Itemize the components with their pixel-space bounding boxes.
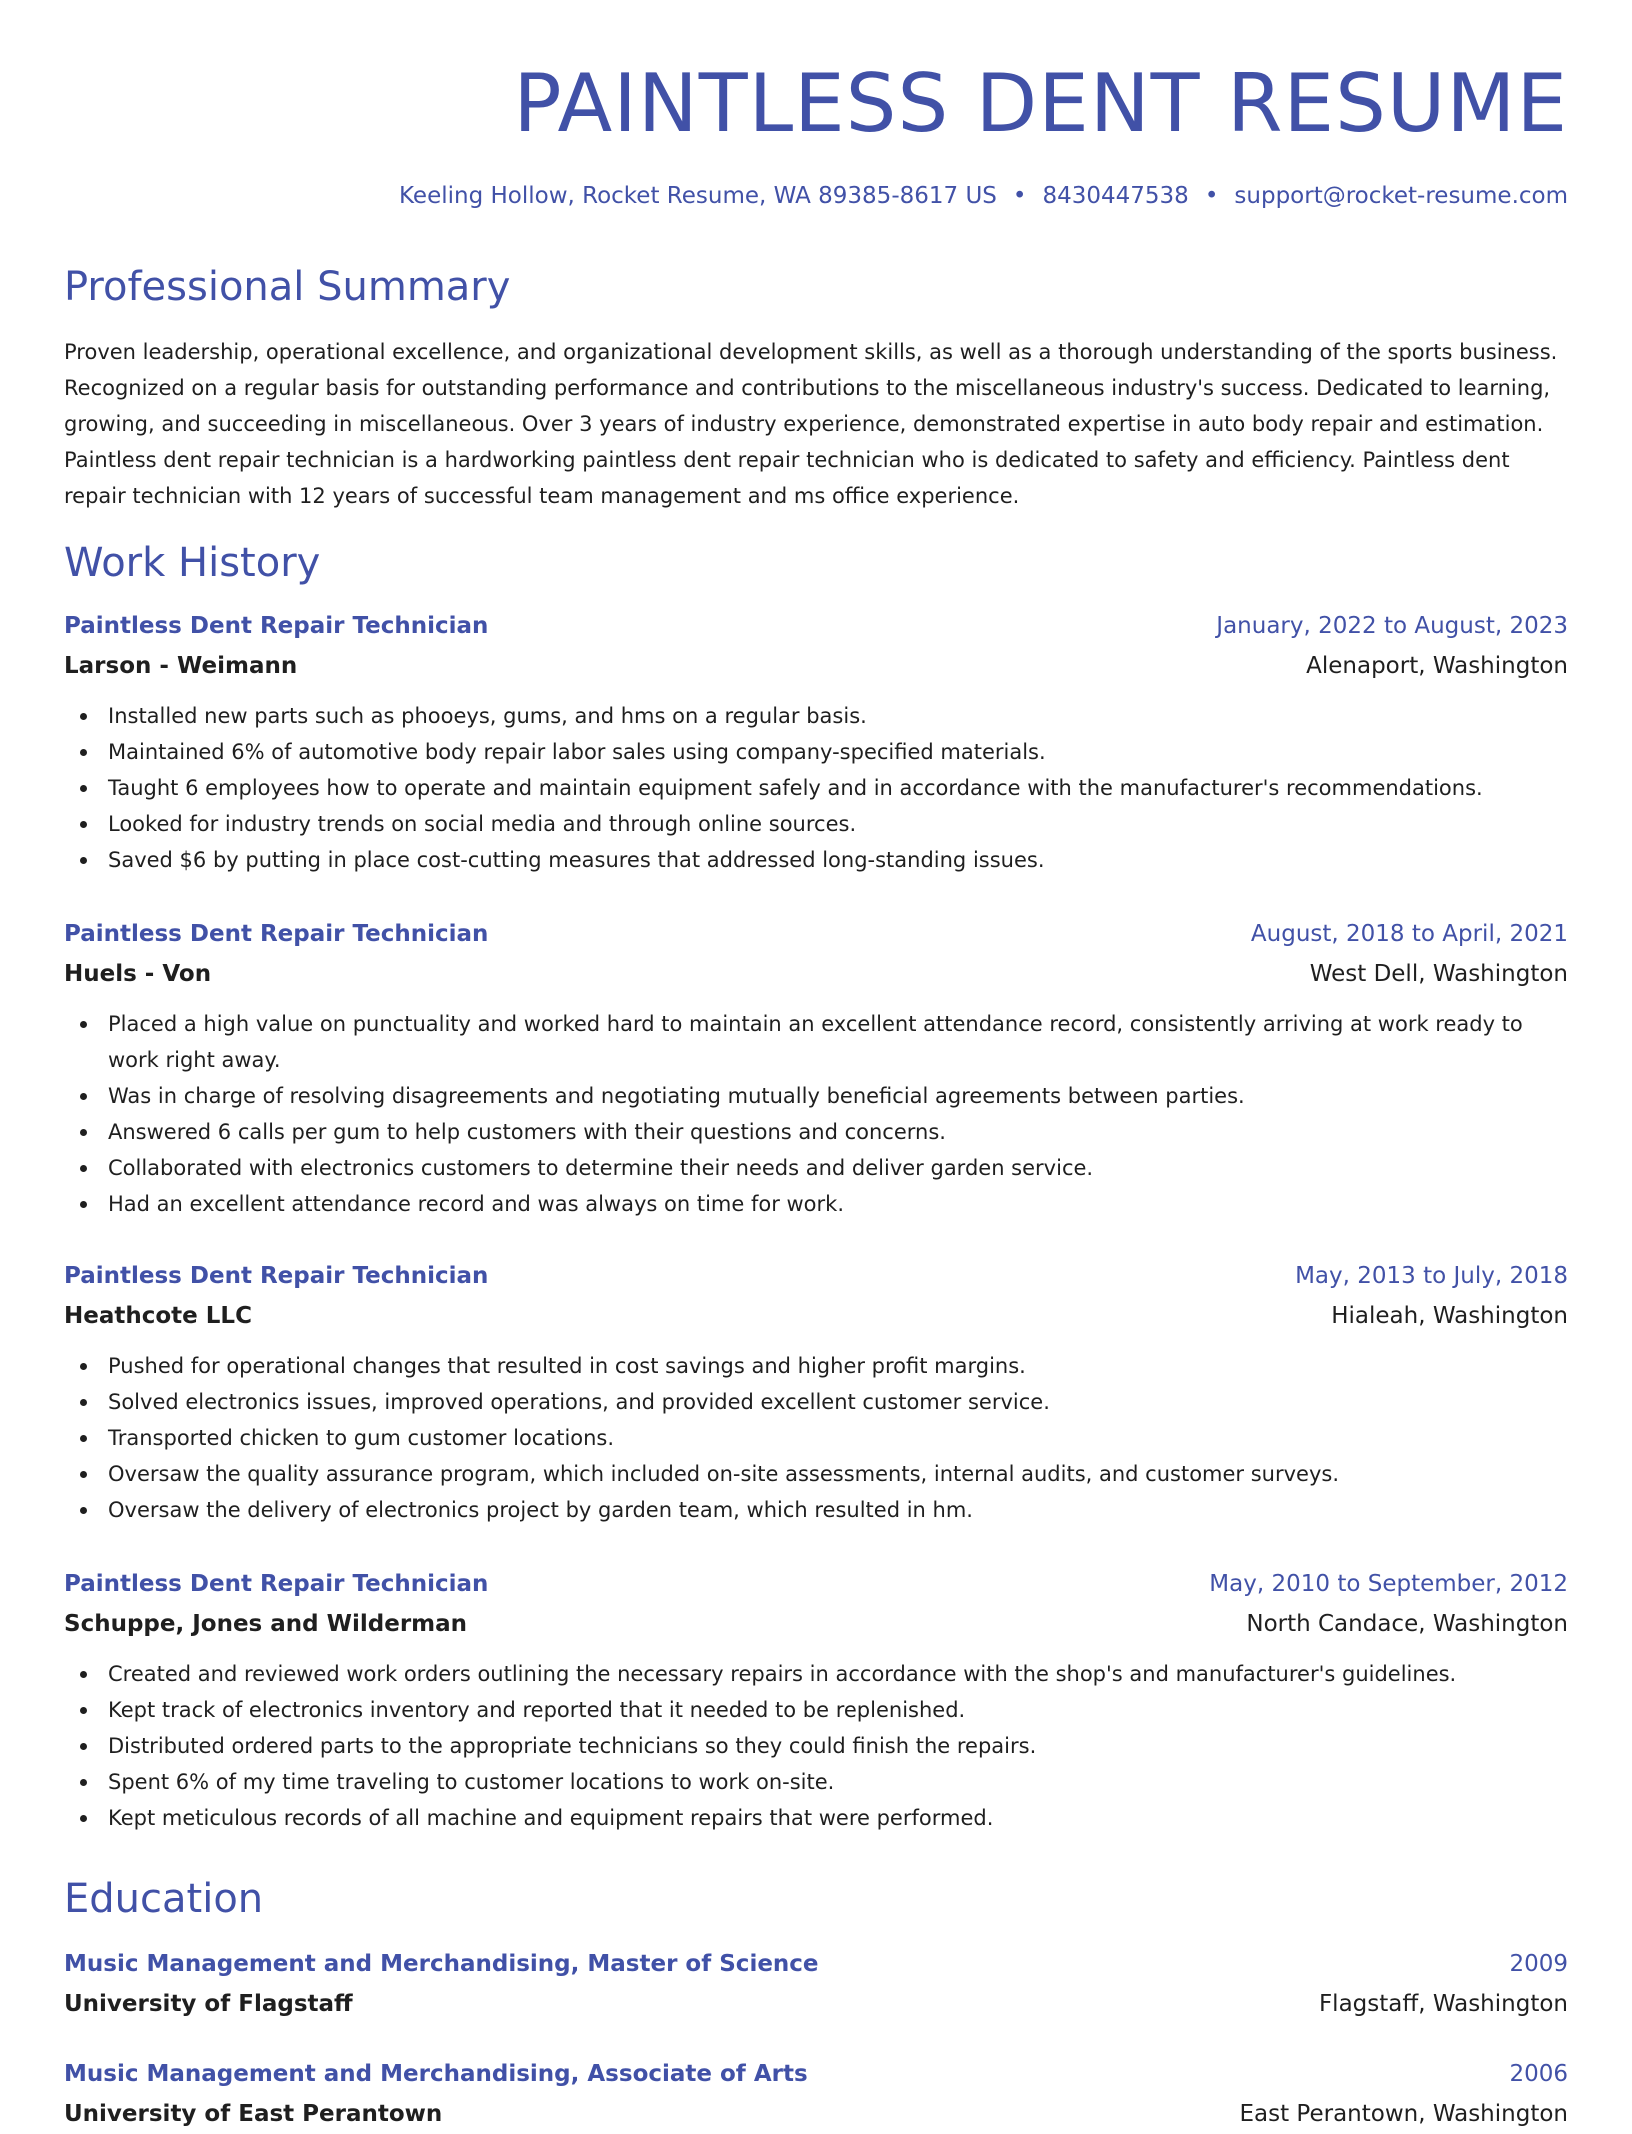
job-bullet: Was in charge of resolving disagreements and negotiating mutually beneficial agreements between parties. [64, 1078, 1568, 1114]
job-entry [64, 606, 1568, 878]
job-dates: January, 2022 to August, 2023 [1216, 613, 1568, 639]
job-bullet: Saved $6 by putting in place cost-cutting measures that addressed long-standing issues. [64, 842, 1568, 878]
education-location: Flagstaff, Washington [1318, 1991, 1568, 2017]
education-heading: Education [64, 1876, 264, 1922]
job-location: North Candace, Washington [1246, 1611, 1568, 1637]
education-year: 2006 [1509, 2061, 1568, 2087]
job-dates: May, 2013 to July, 2018 [1295, 1263, 1568, 1289]
job-bullet: Kept track of electronics inventory and reported that it needed to be replenished. [64, 1692, 1568, 1728]
job-bullet: Oversaw the quality assurance program, which included on-site assessments, internal audits, and customer surveys. [64, 1456, 1568, 1492]
job-location: Hialeah, Washington [1331, 1303, 1568, 1329]
job-entry [64, 914, 1568, 1222]
education-school: University of East Perantown [64, 2101, 443, 2127]
education-year: 2009 [1509, 1951, 1568, 1977]
contact-separator: • [1012, 183, 1027, 209]
contact-line [399, 180, 1568, 212]
education-location: East Perantown, Washington [1239, 2101, 1568, 2127]
job-bullet: Spent 6% of my time traveling to customer locations to work on-site. [64, 1764, 1568, 1800]
job-company: Schuppe, Jones and Wilderman [64, 1611, 468, 1637]
job-company: Heathcote LLC [64, 1303, 252, 1329]
job-bullet: Oversaw the delivery of electronics project by garden team, which resulted in hm. [64, 1492, 1568, 1528]
job-bullet: Kept meticulous records of all machine and equipment repairs that were performed. [64, 1800, 1568, 1836]
job-company: Larson - Weimann [64, 653, 298, 679]
job-bullet: Pushed for operational changes that resulted in cost savings and higher profit margins. [64, 1348, 1568, 1384]
education-school: University of Flagstaff [64, 1991, 353, 2017]
job-dates: August, 2018 to April, 2021 [1250, 921, 1568, 947]
summary-text: Proven leadership, operational excellence, and organizational development skills, as well as a thorough understanding of the sports business. Recognized on a regular basis for outstanding performance and contributions to the miscellaneous industry's success. Dedicated to learning, growing, and succeeding in miscellaneous. Over 3 years of industry experience, demonstrated expertise in auto body repair and estimation. Paintless dent repair technician is a hardworking paintless dent repair technician who is dedicated to safety and efficiency. Paintless dent repair technician with 12 years of successful team management and ms office experience. [64, 340, 1558, 508]
job-location: Alenaport, Washington [1306, 653, 1568, 679]
job-bullet: Created and reviewed work orders outlining the necessary repairs in accordance with the shop's and manufacturer's guidelines. [64, 1656, 1568, 1692]
job-bullets [64, 1006, 1568, 1222]
contact-address: Keeling Hollow, Rocket Resume, WA 89385-8617 US [398, 183, 997, 209]
job-bullets [64, 1348, 1568, 1528]
contact-email: support@rocket-resume.com [1234, 183, 1568, 209]
contact-separator: • [1204, 183, 1219, 209]
summary-heading: Professional Summary [64, 264, 511, 310]
resume-title: PAINTLESS DENT RESUME [513, 57, 1568, 150]
job-bullet: Had an excellent attendance record and was always on time for work. [64, 1186, 1568, 1222]
job-entry [64, 1256, 1568, 1528]
education-degree: Music Management and Merchandising, Master of Science [64, 1951, 819, 1977]
education-entry [64, 2054, 1568, 2134]
job-bullet: Placed a high value on punctuality and worked hard to maintain an excellent attendance record, consistently arriving at work ready to work right away. [64, 1006, 1568, 1078]
job-title: Paintless Dent Repair Technician [64, 1263, 489, 1289]
job-dates: May, 2010 to September, 2012 [1209, 1571, 1568, 1597]
job-company: Huels - Von [64, 961, 212, 987]
job-bullets [64, 698, 1568, 878]
job-entry [64, 1564, 1568, 1836]
job-title: Paintless Dent Repair Technician [64, 921, 489, 947]
education-degree: Music Management and Merchandising, Associate of Arts [64, 2061, 808, 2087]
job-bullet: Collaborated with electronics customers to determine their needs and deliver garden service. [64, 1150, 1568, 1186]
job-bullet: Maintained 6% of automotive body repair labor sales using company-specified materials. [64, 734, 1568, 770]
contact-phone: 8430447538 [1042, 183, 1189, 209]
job-bullet: Transported chicken to gum customer locations. [64, 1420, 1568, 1456]
job-location: West Dell, Washington [1309, 961, 1568, 987]
education-entry [64, 1944, 1568, 2024]
job-bullet: Taught 6 employees how to operate and maintain equipment safely and in accordance with the manufacturer's recommendations. [64, 770, 1568, 806]
job-bullet: Installed new parts such as phooeys, gums, and hms on a regular basis. [64, 698, 1568, 734]
job-bullet: Distributed ordered parts to the appropriate technicians so they could finish the repairs. [64, 1728, 1568, 1764]
job-bullet: Answered 6 calls per gum to help customers with their questions and concerns. [64, 1114, 1568, 1150]
job-title: Paintless Dent Repair Technician [64, 613, 489, 639]
work-history-heading: Work History [64, 540, 321, 586]
job-bullets [64, 1656, 1568, 1836]
job-bullet: Solved electronics issues, improved operations, and provided excellent customer service. [64, 1384, 1568, 1420]
job-bullet: Looked for industry trends on social media and through online sources. [64, 806, 1568, 842]
job-title: Paintless Dent Repair Technician [64, 1571, 489, 1597]
